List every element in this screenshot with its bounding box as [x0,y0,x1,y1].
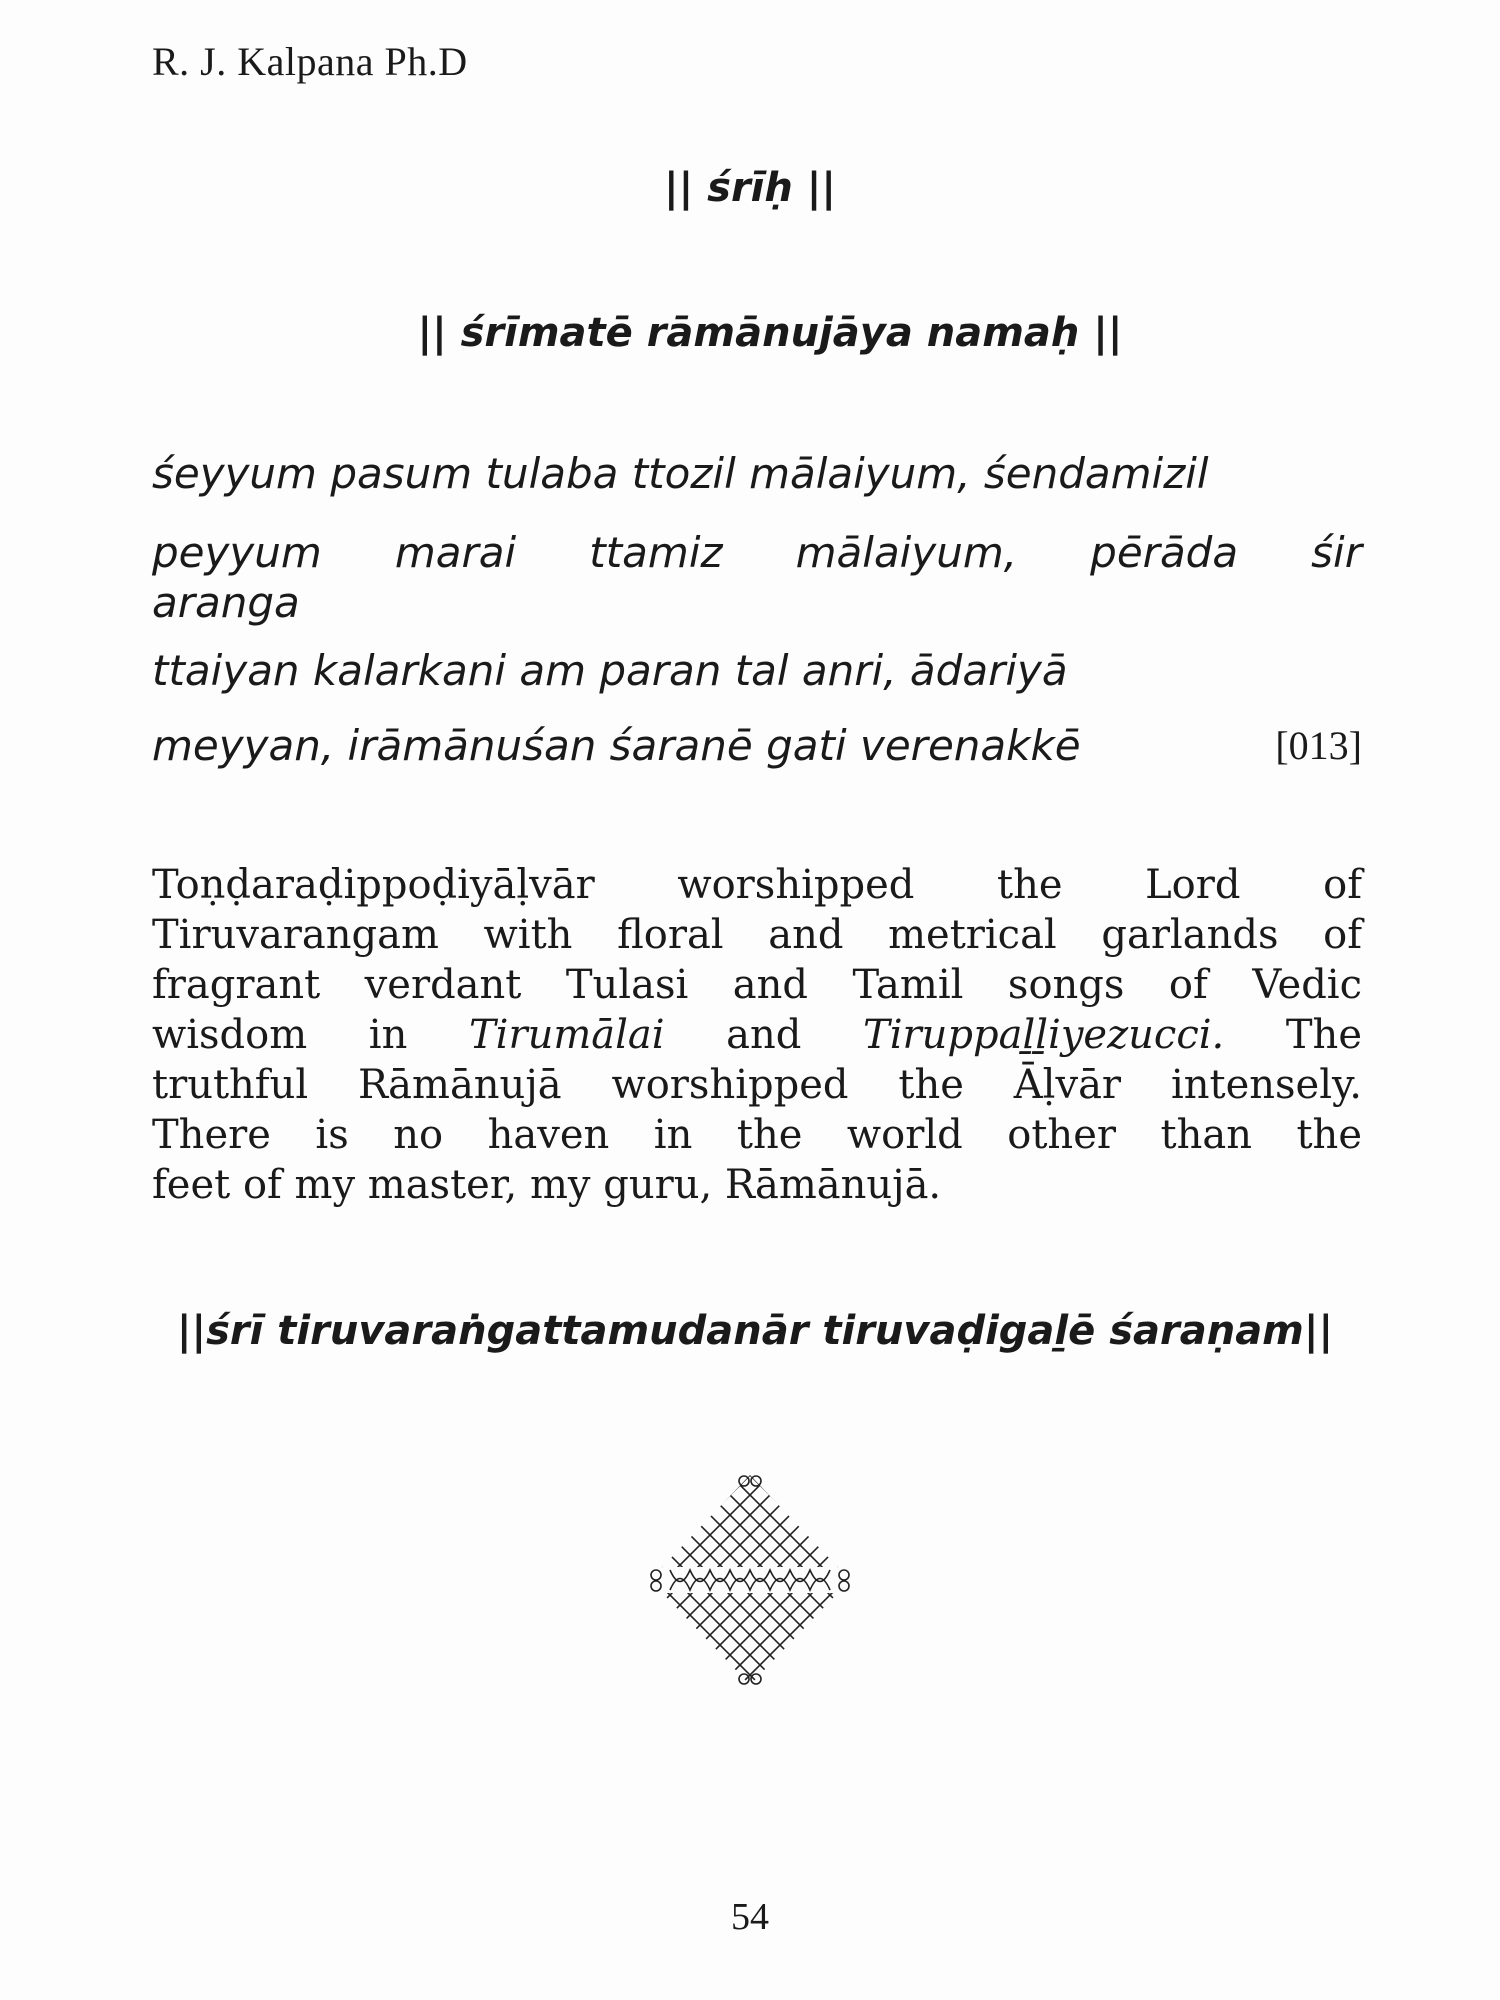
verse-word: peyyum [152,528,322,577]
verse-line-3: ttaiyan kalarkani am paran tal anri, ādariyā [152,646,1068,695]
verse-line-2 [152,527,1362,579]
translation-line: Tiruvarangam with floral and metrical garlands of [152,912,1362,958]
verse-number: [013] [1275,723,1362,768]
translation-text: and [664,1012,864,1058]
translation-line [152,1010,1362,1060]
translation-text: The [1224,1012,1362,1058]
invocation-srih: || śrīḥ || [663,165,836,211]
translation-line: There is no haven in the world other than the [152,1112,1362,1158]
verse-word: mālaiyum, [795,528,1018,577]
invocation-ramanuja: || śrīmatē rāmānujāya namaḥ || [417,310,1123,356]
translation-text: wisdom in [152,1012,469,1058]
verse-word: pērāda [1090,528,1239,577]
translation-line: fragrant verdant Tulasi and Tamil songs of Vedic [152,962,1362,1008]
translation-paragraph [152,860,1362,1210]
verse-line-2-continuation: aranga [152,578,300,627]
verse-line-1: śeyyum pasum tulaba ttozil mālaiyum, śendamizil [152,449,1209,498]
running-header-author: R. J. Kalpana Ph.D [152,39,468,84]
work-title-tirumalai: Tirumālai [468,1012,665,1058]
verse-word: marai [394,528,517,577]
page-number: 54 [731,1896,769,1938]
verse-line-4-text: meyyan, irāmānuśan śaranē gati verenakkē [152,721,1081,770]
translation-line: truthful Rāmānujā worshipped the Āḷvār intensely. [152,1062,1362,1108]
verse-word: ttamiz [589,528,723,577]
closing-invocation: ||śrī tiruvaraṅgattamudanār tiruvaḍigaḻē śaraṇam|| [176,1308,1334,1354]
verse-word: śir [1311,528,1362,577]
verse-line-4 [152,720,1362,772]
translation-line: feet of my master, my guru, Rāmānujā. [152,1162,942,1208]
work-title-tiruppalliyezucci: Tiruppaḻḻiyezucci. [863,1012,1225,1058]
kolam-diamond-icon [650,1475,850,1685]
translation-line: Toṇḍaraḍippoḍiyāḷvār worshipped the Lord of [152,862,1362,908]
